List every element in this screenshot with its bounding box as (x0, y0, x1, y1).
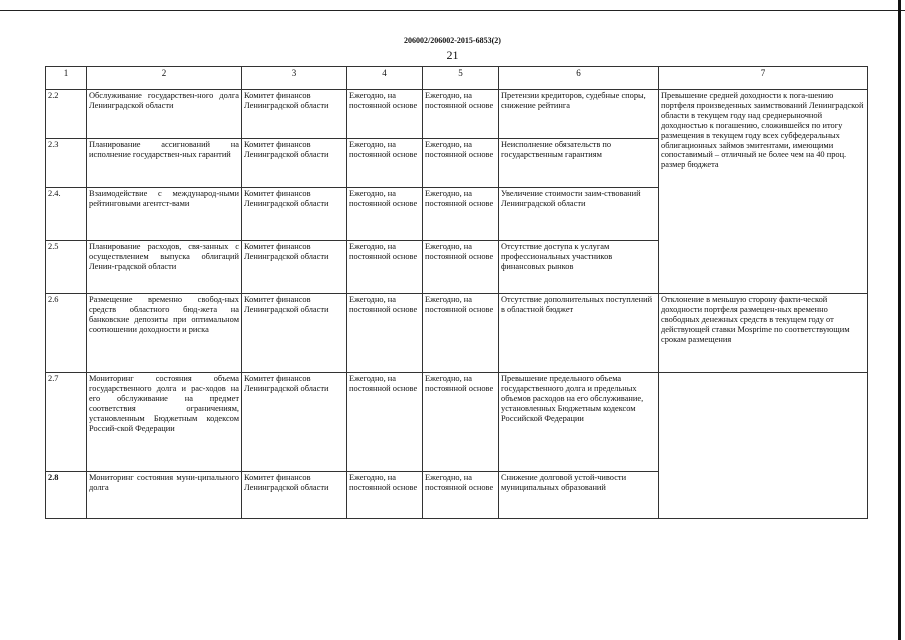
column-number: 4 (347, 67, 423, 90)
measure-name: Размещение временно свобод-ных средств областного бюд-жета на банковские депозиты при оптимальном соотношении доходности и риска (87, 294, 242, 373)
column-number: 2 (87, 67, 242, 90)
term-end: Ежегодно, на постоянной основе (423, 139, 499, 188)
term-start: Ежегодно, на постоянной основе (347, 188, 423, 241)
term-end: Ежегодно, на постоянной основе (423, 241, 499, 294)
indicator-text: Превышение средней доходности к пога-шению портфеля произведенных заимствований Ленинградской области в текущем году над среднерыночной доходностью к погашению, сложившейся по итогу размещения в текущем году всех субфедеральных облигационных займов эмитентами, имеющими сопоставимый – отличный не более чем на 40 проц. размер бюджета (659, 90, 868, 294)
indicator-text (659, 373, 868, 519)
row-number: 2.5 (46, 241, 87, 294)
column-number: 1 (46, 67, 87, 90)
indicator-text: Отклонение в меньшую сторону факти-ческой доходности портфеля размещен-ных временно свободных денежных средств в текущем году от действующей ставки Mosprime по соответствующим срокам размещения (659, 294, 868, 373)
responsible-executor: Комитет финансов Ленинградской области (242, 294, 347, 373)
column-number: 7 (659, 67, 868, 90)
table-row (46, 90, 868, 139)
term-start: Ежегодно, на постоянной основе (347, 241, 423, 294)
responsible-executor: Комитет финансов Ленинградской области (242, 472, 347, 519)
table-row (46, 294, 868, 373)
term-start: Ежегодно, на постоянной основе (347, 472, 423, 519)
risk-text: Снижение долговой устой-чивости муниципальных образований (499, 472, 659, 519)
responsible-executor: Комитет финансов Ленинградской области (242, 188, 347, 241)
term-end: Ежегодно, на постоянной основе (423, 90, 499, 139)
measure-name: Планирование расходов, свя-занных с осуществлением выпуска облигаций Ленин-градской области (87, 241, 242, 294)
top-border-line (0, 10, 905, 11)
term-end: Ежегодно, на постоянной основе (423, 472, 499, 519)
row-number: 2.8 (46, 472, 87, 519)
responsible-executor: Комитет финансов Ленинградской области (242, 139, 347, 188)
responsible-executor: Комитет финансов Ленинградской области (242, 90, 347, 139)
measure-name: Мониторинг состояния муни-ципального долга (87, 472, 242, 519)
risk-text: Отсутствие доступа к услугам профессиональных участников финансовых рынков (499, 241, 659, 294)
column-number: 6 (499, 67, 659, 90)
term-start: Ежегодно, на постоянной основе (347, 373, 423, 472)
measure-name: Взаимодействие с международ-ными рейтинговыми агентст-вами (87, 188, 242, 241)
responsible-executor: Комитет финансов Ленинградской области (242, 241, 347, 294)
term-start: Ежегодно, на постоянной основе (347, 294, 423, 373)
column-number: 3 (242, 67, 347, 90)
term-end: Ежегодно, на постоянной основе (423, 373, 499, 472)
term-end: Ежегодно, на постоянной основе (423, 294, 499, 373)
row-number: 2.2 (46, 90, 87, 139)
term-end: Ежегодно, на постоянной основе (423, 188, 499, 241)
term-start: Ежегодно, на постоянной основе (347, 90, 423, 139)
risk-text: Неисполнение обязательств по государственным гарантиям (499, 139, 659, 188)
right-border-line (898, 0, 901, 640)
row-number: 2.6 (46, 294, 87, 373)
risk-text: Претензии кредиторов, судебные споры, снижение рейтинга (499, 90, 659, 139)
risk-text: Превышение предельного объема государственного долга и предельных объемов расходов на его обслуживание, установленных Бюджетным кодексом Российской Федерации (499, 373, 659, 472)
page-number: 21 (446, 48, 459, 62)
column-number-row (46, 67, 868, 90)
row-number: 2.3 (46, 139, 87, 188)
row-number: 2.7 (46, 373, 87, 472)
document-number: 206002/206002-2015-6853(2) (404, 36, 501, 45)
table-row (46, 373, 868, 472)
risk-text: Увеличение стоимости заим-ствований Ленинградской области (499, 188, 659, 241)
measure-name: Планирование ассигнований на исполнение государствен-ных гарантий (87, 139, 242, 188)
measures-table (45, 66, 868, 519)
term-start: Ежегодно, на постоянной основе (347, 139, 423, 188)
responsible-executor: Комитет финансов Ленинградской области (242, 373, 347, 472)
risk-text: Отсутствие дополнительных поступлений в областной бюджет (499, 294, 659, 373)
measure-name: Мониторинг состояния объема государственного долга и рас-ходов на его обслуживание на предмет соответствия ограничениям, установленным Бюджетным кодексом Россий-ской Федерации (87, 373, 242, 472)
row-number: 2.4. (46, 188, 87, 241)
measure-name: Обслуживание государствен-ного долга Ленинградской области (87, 90, 242, 139)
column-number: 5 (423, 67, 499, 90)
